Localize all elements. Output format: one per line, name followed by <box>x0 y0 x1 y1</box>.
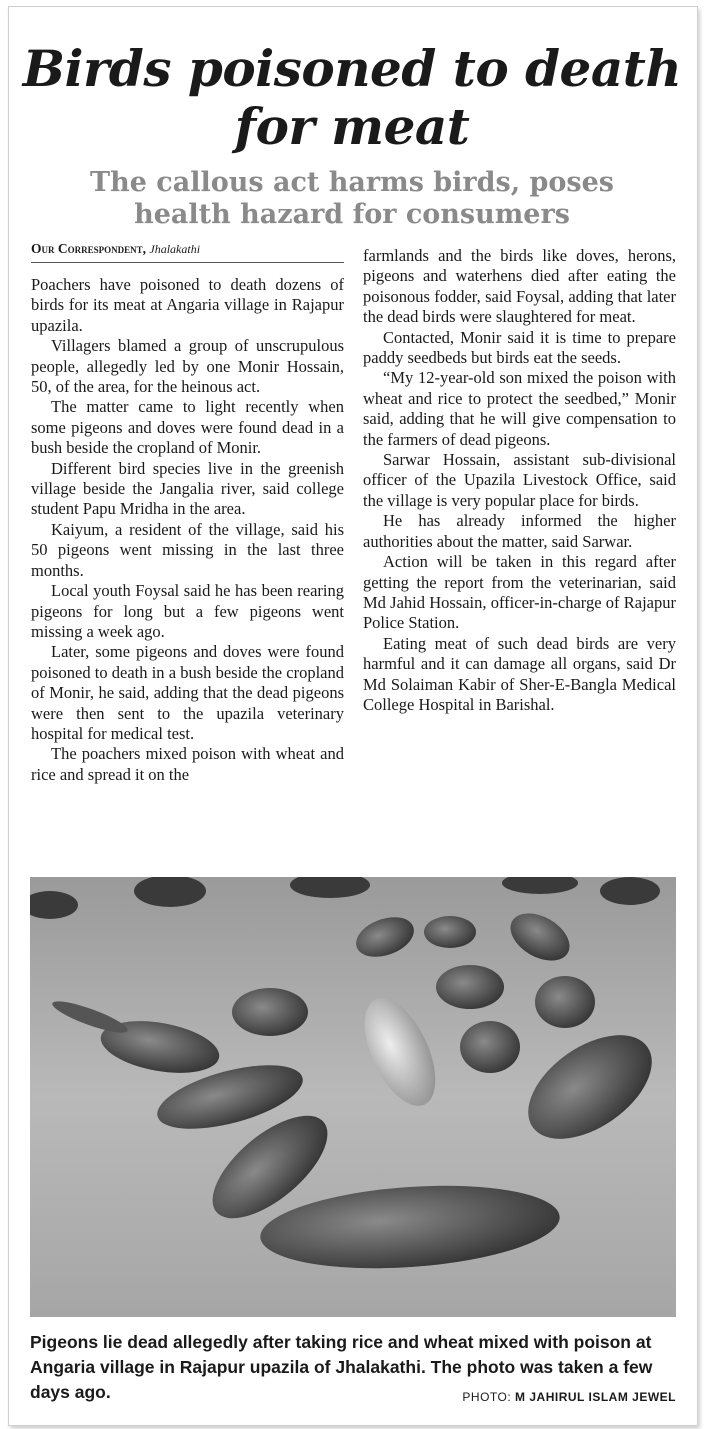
photo-caption: Pigeons lie dead allegedly after taking rice and wheat mixed with poison at Angaria village in Rajapur upazila of Jhalakathi. The photo was taken a few days ago. <box>30 1332 653 1402</box>
bird <box>424 916 476 948</box>
article-column-1 <box>31 275 344 785</box>
paragraph: The matter came to light recently when some pigeons and doves were found dead in a bush beside the cropland of Monir. <box>31 397 344 458</box>
paragraph: Action will be taken in this regard after getting the report from the veterinarian, said Md Jahid Hossain, officer-in-charge of Rajapur Police Station. <box>363 552 676 633</box>
paragraph: Different bird species live in the greenish village beside the Jangalia river, said college student Papu Mridha in the area. <box>31 458 344 519</box>
paragraph: Later, some pigeons and doves were found poisoned to death in a bush beside the cropland of Monir, he said, adding that the dead pigeons were then sent to the upazila veterinary hospital for medical test. <box>31 642 344 743</box>
paragraph: Sarwar Hossain, assistant sub-divisional officer of the Upazila Livestock Office, said the village is very popular place for birds. <box>363 450 676 510</box>
paragraph: Contacted, Monir said it is time to prepare paddy seedbeds but birds eat the seeds. <box>363 327 676 368</box>
paragraph: “My 12-year-old son mixed the poison with wheat and rice to protect the seedbed,” Monir said, adding that he will give compensation to the farmers of dead pigeons. <box>363 368 676 449</box>
bird <box>535 976 595 1028</box>
byline <box>31 240 344 263</box>
bird <box>436 965 504 1009</box>
paragraph: Villagers blamed a group of unscrupulous people, allegedly led by one Monir Hossain, 50, of the area, for the heinous act. <box>31 336 344 397</box>
subheadline: The callous act harms birds, poses health hazard for consumers <box>89 167 615 230</box>
bird <box>460 1021 520 1073</box>
bird <box>232 988 308 1036</box>
byline-location: Jhalakathi <box>149 242 201 256</box>
byline-author: Our Correspondent, <box>31 241 147 256</box>
paragraph: Eating meat of such dead birds are very harmful and it can damage all organs, said Dr Md Solaiman Kabir of Sher-E-Bangla Medical College Hospital in Barishal. <box>363 633 676 714</box>
paragraph: farmlands and the birds like doves, herons, pigeons and waterhens died after eating the poisonous fodder, said Foysal, adding that later the dead birds were slaughtered for meat. <box>363 246 676 327</box>
photo-credit-label: PHOTO: <box>462 1390 512 1404</box>
article-column-2 <box>363 246 676 715</box>
paragraph: Poachers have poisoned to death dozens of birds for its meat at Angaria village in Rajapur upazila. <box>31 275 344 335</box>
paragraph: The poachers mixed poison with wheat and rice and spread it on the <box>31 744 344 784</box>
headline: Birds poisoned to death for meat <box>22 39 682 156</box>
paragraph: Kaiyum, a resident of the village, said his 50 pigeons went missing in the last three months. <box>31 519 344 580</box>
photo-credit <box>462 1390 676 1404</box>
paragraph: He has already informed the higher authorities about the matter, said Sarwar. <box>363 511 676 551</box>
photo-credit-name: M JAHIRUL ISLAM JEWEL <box>515 1390 676 1404</box>
news-photo-dead-pigeons <box>30 877 676 1317</box>
paragraph: Local youth Foysal said he has been rearing pigeons for long but a few pigeons went missing a week ago. <box>31 581 344 641</box>
